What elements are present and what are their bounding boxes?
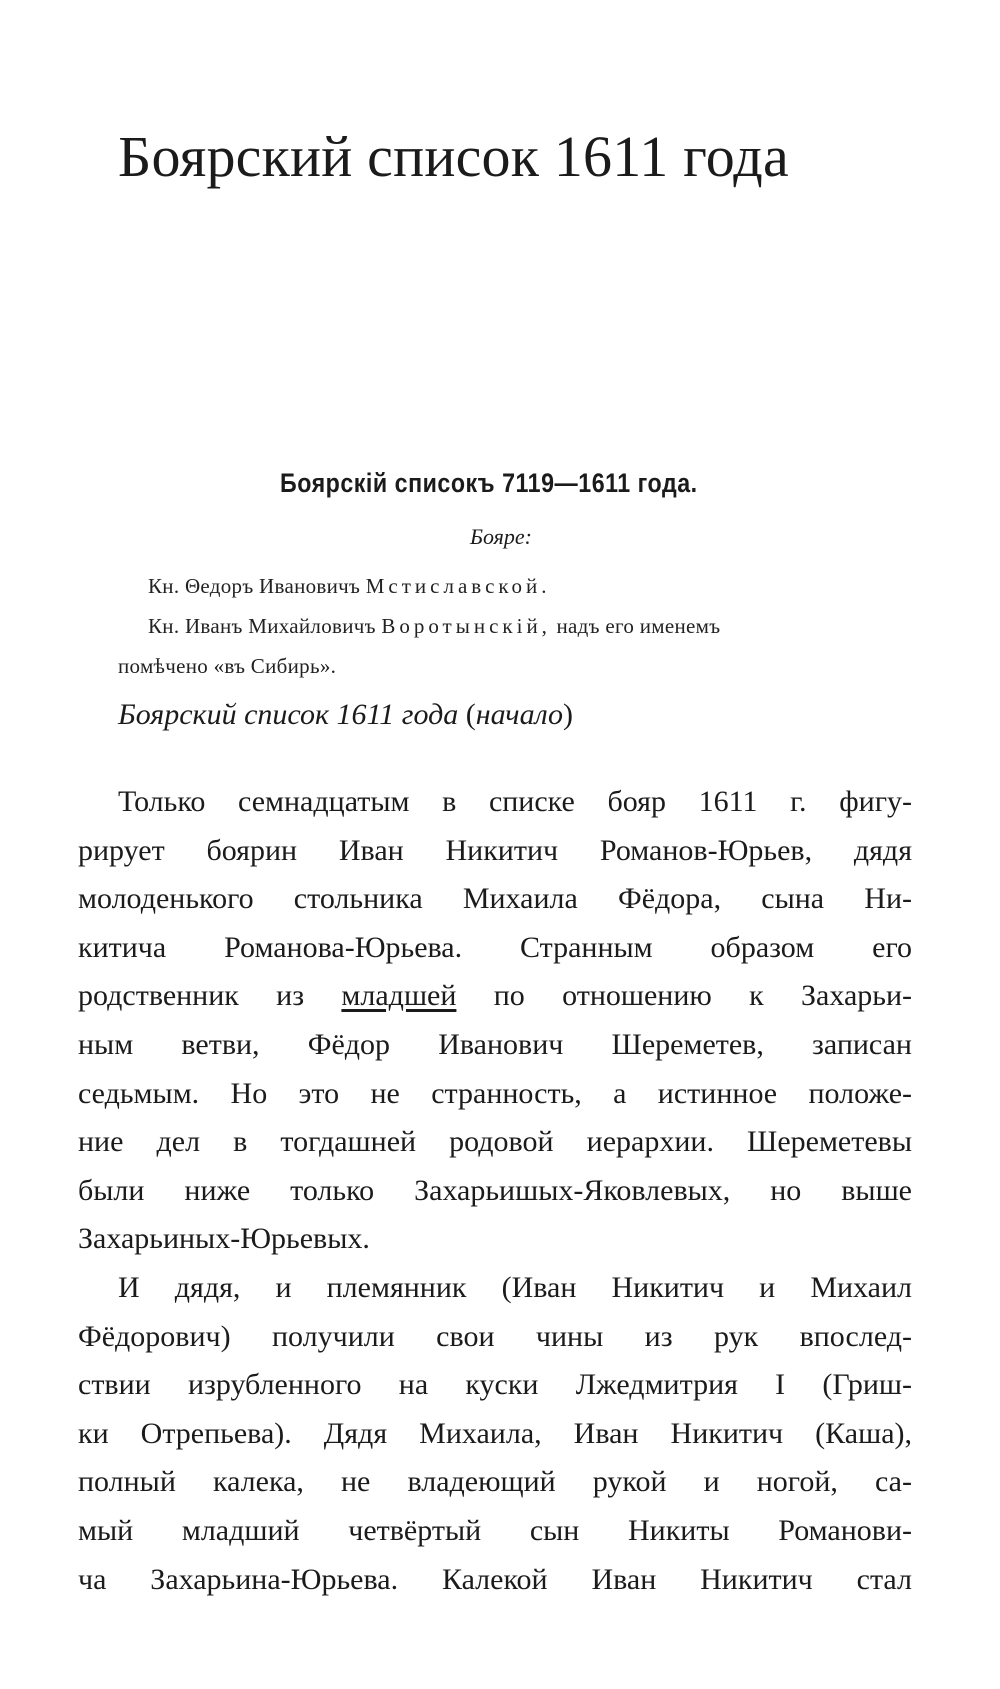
figure-caption — [118, 698, 573, 732]
caption-paren-open: ( — [465, 698, 476, 731]
scan-line-2-name: Воротынскій, — [381, 614, 551, 638]
scan-line-1 — [148, 574, 551, 599]
scanned-document-excerpt — [110, 468, 910, 698]
body-line-part: родственник из — [78, 979, 342, 1013]
body-line: китича Романова-Юрьева. Странным образом его — [78, 930, 912, 964]
caption-paren-text: начало — [475, 698, 564, 731]
body-line: Фёдорович) получили свои чины из рук впослед- — [78, 1319, 912, 1353]
body-line: ствии изрубленного на куски Лжедмитрия I (Гриш- — [78, 1368, 912, 1402]
caption-paren-close: ) — [563, 698, 574, 731]
body-line: молоденького стольника Михаила Фёдора, сына Ни- — [78, 882, 912, 916]
scan-heading: Боярскій списокъ 7119—1611 года. — [280, 468, 698, 498]
body-line: мый младший четвёртый сын Никиты Романови- — [78, 1513, 912, 1547]
body-line-with-underline — [78, 972, 912, 1021]
body-line: полный калека, не владеющий рукой и ногой, са- — [78, 1465, 912, 1499]
scan-line-1-name: Мстиславской. — [365, 574, 551, 598]
page-title: Боярский список 1611 года — [118, 123, 789, 189]
body-line: ние дел в тогдашней родовой иерархии. Шереметевы — [78, 1125, 912, 1159]
scan-line-1-prefix: Кн. Θедоръ Ивановичъ — [148, 574, 366, 598]
underlined-word: младшей — [341, 979, 457, 1013]
scan-line-2 — [148, 614, 720, 639]
body-line: седьмым. Но это не странность, а истинное положе- — [78, 1076, 912, 1110]
body-line-part: по отношению к Захарьи- — [456, 979, 912, 1013]
body-line: ча Захарьина-Юрьева. Калекой Иван Никитич стал — [78, 1562, 912, 1596]
body-line: Только семнадцатым в списке бояр 1611 г. фигу- — [118, 785, 912, 818]
body-line: Захарьиных-Юрьевых. — [78, 1222, 370, 1256]
scan-line-3: помѣчено «въ Сибирь». — [118, 654, 337, 678]
scan-line-2-suffix: надъ его именемъ — [550, 614, 721, 638]
body-line: были ниже только Захарьишых-Яковлевых, но выше — [78, 1173, 912, 1207]
scan-subheading: Бояре: — [470, 524, 533, 549]
body-line: ным ветви, Фёдор Иванович Шереметев, записан — [78, 1027, 912, 1061]
body-text — [78, 778, 912, 1604]
body-line: И дядя, и племянник (Иван Никитич и Михаил — [118, 1270, 912, 1304]
body-line: ки Отрепьева). Дядя Михаила, Иван Никитич (Каша), — [78, 1416, 912, 1450]
body-line: рирует боярин Иван Никитич Романов-Юрьев, дядя — [78, 833, 912, 867]
caption-main: Боярский список 1611 года — [118, 698, 466, 731]
scan-line-2-prefix: Кн. Иванъ Михайловичъ — [148, 614, 382, 638]
